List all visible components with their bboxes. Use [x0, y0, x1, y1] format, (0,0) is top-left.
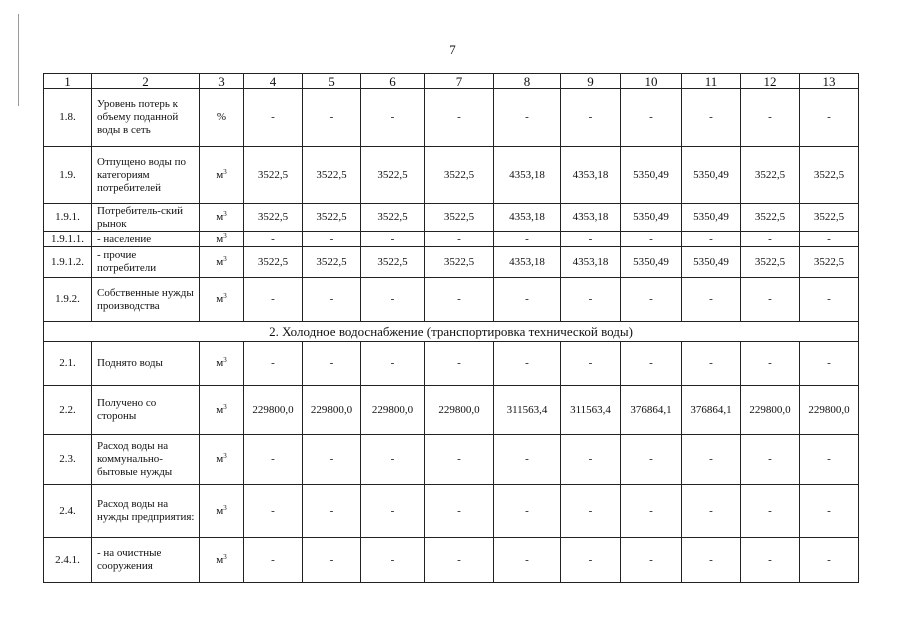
- value-cell: -: [425, 538, 494, 583]
- section-title: 2. Холодное водоснабжение (транспортировка технической воды): [44, 322, 859, 342]
- row-unit: $м^3$: [200, 147, 244, 204]
- table-row: [44, 538, 859, 583]
- value-cell: -: [303, 89, 361, 147]
- value-cell: -: [361, 342, 425, 386]
- value-cell: -: [244, 538, 303, 583]
- row-code: 1.9.1.: [44, 204, 92, 232]
- value-cell: -: [425, 435, 494, 485]
- value-cell: -: [425, 232, 494, 247]
- value-cell: 3522,5: [800, 247, 859, 278]
- value-cell: -: [244, 342, 303, 386]
- value-cell: 4353,18: [561, 204, 621, 232]
- table-row: [44, 247, 859, 278]
- value-cell: -: [621, 435, 682, 485]
- value-cell: -: [800, 538, 859, 583]
- value-cell: -: [494, 435, 561, 485]
- value-cell: 3522,5: [425, 247, 494, 278]
- value-cell: -: [561, 278, 621, 322]
- value-cell: 4353,18: [494, 247, 561, 278]
- value-cell: -: [800, 232, 859, 247]
- value-cell: -: [303, 342, 361, 386]
- row-code: 2.2.: [44, 386, 92, 435]
- table-row: [44, 485, 859, 538]
- row-code: 1.9.1.1.: [44, 232, 92, 247]
- value-cell: -: [741, 485, 800, 538]
- header-cell: 12: [741, 74, 800, 89]
- row-code: 1.9.2.: [44, 278, 92, 322]
- value-cell: 3522,5: [361, 247, 425, 278]
- table-row: [44, 204, 859, 232]
- value-cell: -: [494, 89, 561, 147]
- row-name: Получено со стороны: [92, 386, 200, 435]
- value-cell: 229800,0: [303, 386, 361, 435]
- row-unit: $м^3$: [200, 247, 244, 278]
- value-cell: 3522,5: [800, 204, 859, 232]
- value-cell: 5350,49: [621, 147, 682, 204]
- row-unit: $м^3$: [200, 342, 244, 386]
- value-cell: -: [682, 485, 741, 538]
- page-number: 7: [449, 42, 456, 57]
- value-cell: -: [303, 538, 361, 583]
- value-cell: -: [800, 342, 859, 386]
- value-cell: -: [561, 485, 621, 538]
- value-cell: -: [800, 485, 859, 538]
- header-cell: 8: [494, 74, 561, 89]
- value-cell: -: [425, 89, 494, 147]
- row-name: - на очистные сооружения: [92, 538, 200, 583]
- value-cell: 3522,5: [303, 147, 361, 204]
- value-cell: 376864,1: [621, 386, 682, 435]
- value-cell: -: [741, 278, 800, 322]
- value-cell: 229800,0: [244, 386, 303, 435]
- value-cell: -: [741, 538, 800, 583]
- value-cell: -: [741, 89, 800, 147]
- value-cell: -: [361, 538, 425, 583]
- value-cell: -: [682, 232, 741, 247]
- row-name: - прочие потребители: [92, 247, 200, 278]
- table-row: [44, 232, 859, 247]
- value-cell: -: [741, 342, 800, 386]
- value-cell: 3522,5: [361, 147, 425, 204]
- value-cell: -: [621, 538, 682, 583]
- header-cell: 6: [361, 74, 425, 89]
- value-cell: -: [425, 278, 494, 322]
- value-cell: 3522,5: [361, 204, 425, 232]
- value-cell: 3522,5: [303, 204, 361, 232]
- value-cell: 376864,1: [682, 386, 741, 435]
- value-cell: 311563,4: [494, 386, 561, 435]
- value-cell: -: [303, 435, 361, 485]
- row-unit: $м^3$: [200, 232, 244, 247]
- value-cell: 229800,0: [741, 386, 800, 435]
- header-cell: 5: [303, 74, 361, 89]
- value-cell: 229800,0: [800, 386, 859, 435]
- value-cell: -: [361, 232, 425, 247]
- value-cell: -: [682, 342, 741, 386]
- header-cell: 9: [561, 74, 621, 89]
- value-cell: -: [682, 278, 741, 322]
- header-cell: 3: [200, 74, 244, 89]
- row-unit: $м^3$: [200, 435, 244, 485]
- header-cell: 4: [244, 74, 303, 89]
- value-cell: 3522,5: [425, 147, 494, 204]
- header-cell: 1: [44, 74, 92, 89]
- value-cell: -: [561, 435, 621, 485]
- value-cell: -: [621, 342, 682, 386]
- value-cell: 3522,5: [741, 247, 800, 278]
- value-cell: 4353,18: [494, 204, 561, 232]
- value-cell: 5350,49: [621, 204, 682, 232]
- header-cell: 2: [92, 74, 200, 89]
- value-cell: -: [621, 232, 682, 247]
- row-name: Собственные нужды производства: [92, 278, 200, 322]
- value-cell: -: [800, 278, 859, 322]
- value-cell: -: [621, 278, 682, 322]
- value-cell: -: [303, 485, 361, 538]
- row-name: Расход воды на коммунально-бытовые нужды: [92, 435, 200, 485]
- value-cell: 3522,5: [244, 147, 303, 204]
- row-name: - население: [92, 232, 200, 247]
- row-name: Потребитель-ский рынок: [92, 204, 200, 232]
- value-cell: -: [361, 485, 425, 538]
- value-cell: 3522,5: [741, 204, 800, 232]
- value-cell: 5350,49: [682, 147, 741, 204]
- value-cell: -: [800, 435, 859, 485]
- row-code: 2.4.1.: [44, 538, 92, 583]
- value-cell: 3522,5: [303, 247, 361, 278]
- table-body: [44, 74, 859, 583]
- value-cell: -: [244, 435, 303, 485]
- row-unit: $м^3$: [200, 538, 244, 583]
- value-cell: 4353,18: [494, 147, 561, 204]
- value-cell: 229800,0: [425, 386, 494, 435]
- header-cell: 7: [425, 74, 494, 89]
- value-cell: -: [244, 232, 303, 247]
- value-cell: 311563,4: [561, 386, 621, 435]
- value-cell: -: [244, 89, 303, 147]
- value-cell: 3522,5: [244, 247, 303, 278]
- value-cell: 3522,5: [425, 204, 494, 232]
- value-cell: -: [800, 89, 859, 147]
- row-name: Отпущено воды по категориям потребителей: [92, 147, 200, 204]
- value-cell: -: [682, 89, 741, 147]
- row-code: 2.4.: [44, 485, 92, 538]
- value-cell: 3522,5: [741, 147, 800, 204]
- data-table: [43, 73, 859, 583]
- row-code: 1.8.: [44, 89, 92, 147]
- value-cell: -: [244, 485, 303, 538]
- value-cell: -: [425, 342, 494, 386]
- row-unit: $м^3$: [200, 204, 244, 232]
- table-row: [44, 278, 859, 322]
- value-cell: 4353,18: [561, 247, 621, 278]
- section-row: [44, 322, 859, 342]
- value-cell: 3522,5: [244, 204, 303, 232]
- value-cell: -: [561, 538, 621, 583]
- value-cell: -: [244, 278, 303, 322]
- value-cell: 5350,49: [682, 204, 741, 232]
- value-cell: 4353,18: [561, 147, 621, 204]
- value-cell: -: [494, 342, 561, 386]
- value-cell: -: [361, 435, 425, 485]
- row-unit: $м^3$: [200, 386, 244, 435]
- value-cell: -: [741, 232, 800, 247]
- table-row: [44, 147, 859, 204]
- row-unit: $м^3$: [200, 278, 244, 322]
- value-cell: -: [303, 278, 361, 322]
- header-cell: 11: [682, 74, 741, 89]
- value-cell: -: [494, 232, 561, 247]
- value-cell: -: [561, 89, 621, 147]
- value-cell: -: [741, 435, 800, 485]
- value-cell: 229800,0: [361, 386, 425, 435]
- row-unit: $м^3$: [200, 485, 244, 538]
- header-cell: 13: [800, 74, 859, 89]
- value-cell: -: [425, 485, 494, 538]
- value-cell: -: [561, 342, 621, 386]
- row-code: 2.1.: [44, 342, 92, 386]
- value-cell: -: [494, 485, 561, 538]
- value-cell: -: [303, 232, 361, 247]
- table-row: [44, 386, 859, 435]
- row-name: Расход воды на нужды предприятия:: [92, 485, 200, 538]
- row-code: 1.9.: [44, 147, 92, 204]
- scan-margin-line: [18, 14, 19, 106]
- row-code: 2.3.: [44, 435, 92, 485]
- table-row: [44, 342, 859, 386]
- row-unit: %: [200, 89, 244, 147]
- header-cell: 10: [621, 74, 682, 89]
- row-name: Поднято воды: [92, 342, 200, 386]
- value-cell: -: [361, 89, 425, 147]
- row-name: Уровень потерь к объему поданной воды в сеть: [92, 89, 200, 147]
- value-cell: -: [682, 538, 741, 583]
- value-cell: 5350,49: [682, 247, 741, 278]
- table-row: [44, 435, 859, 485]
- value-cell: -: [682, 435, 741, 485]
- table-row: [44, 89, 859, 147]
- value-cell: -: [621, 89, 682, 147]
- value-cell: -: [561, 232, 621, 247]
- value-cell: 3522,5: [800, 147, 859, 204]
- value-cell: 5350,49: [621, 247, 682, 278]
- value-cell: -: [621, 485, 682, 538]
- row-code: 1.9.1.2.: [44, 247, 92, 278]
- value-cell: -: [494, 538, 561, 583]
- header-row: [44, 74, 859, 89]
- value-cell: -: [361, 278, 425, 322]
- value-cell: -: [494, 278, 561, 322]
